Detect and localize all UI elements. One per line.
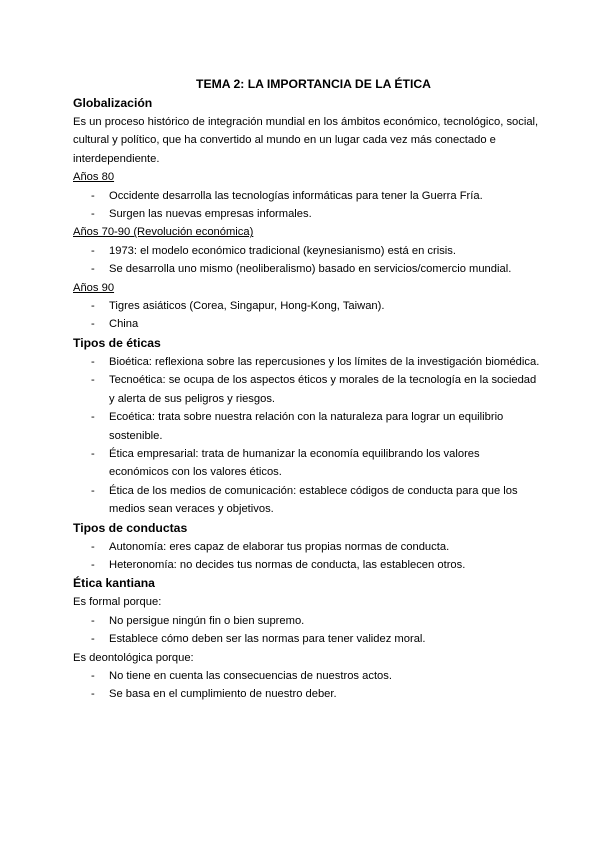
bullet-dash: - <box>91 484 95 497</box>
period-list <box>73 242 540 279</box>
page-title: TEMA 2: LA IMPORTANCIA DE LA ÉTICA <box>196 77 431 91</box>
formal-list <box>73 612 540 649</box>
bullet-dash: - <box>91 263 95 276</box>
list-item: - Bioética: reflexiona sobre las repercusiones y los límites de la investigación biomédica. <box>73 353 540 371</box>
bullet-dash: - <box>91 318 95 331</box>
bullet-dash: - <box>91 688 95 701</box>
bullet-dash: - <box>91 355 95 368</box>
list-item: - Ética empresarial: trata de humanizar la economía equilibrando los valores económicos con los valores éticos. <box>73 445 540 482</box>
globalizacion-intro: Es un proceso histórico de integración mundial en los ámbitos económico, tecnológico, social, cultural y político, que ha convertido al mundo en un lugar cada vez más conectado e interdependiente. <box>73 116 539 165</box>
list-item: - Autonomía: eres capaz de elaborar tus propias normas de conducta. <box>73 538 540 556</box>
list-item: - Occidente desarrolla las tecnologías informáticas para tener la Guerra Fría. <box>73 187 540 205</box>
period-list <box>73 187 540 224</box>
section-heading-tipos-eticas: Tipos de éticas <box>73 335 161 350</box>
bullet-dash: - <box>91 374 95 387</box>
bullet-dash: - <box>91 411 95 424</box>
section-heading-etica-kantiana: Ética kantiana <box>73 576 155 591</box>
bullet-dash: - <box>91 558 95 571</box>
list-item: - No tiene en cuenta las consecuencias de nuestros actos. <box>73 667 540 685</box>
period-label: Años 70-90 (Revolución económica) <box>73 226 254 239</box>
list-item: - Ética de los medios de comunicación: establece códigos de conducta para que los medios sean veraces y objetivos. <box>73 482 540 519</box>
bullet-dash: - <box>91 300 95 313</box>
bullet-dash: - <box>91 540 95 553</box>
bullet-dash: - <box>91 633 95 646</box>
period-list <box>73 297 540 334</box>
period-label: Años 90 <box>73 281 115 294</box>
list-item: - Se desarrolla uno mismo (neoliberalismo) basado en servicios/comercio mundial. <box>73 260 540 278</box>
list-item: - Tigres asiáticos (Corea, Singapur, Hong-Kong, Taiwan). <box>73 297 540 315</box>
section-heading-tipos-conductas: Tipos de conductas <box>73 520 188 535</box>
list-item: - Heteronomía: no decides tus normas de conducta, las establecen otros. <box>73 556 540 574</box>
section-heading-globalizacion: Globalización <box>73 96 153 110</box>
bullet-dash: - <box>91 669 95 682</box>
tipos-conductas-list <box>73 538 540 575</box>
list-item: - 1973: el modelo económico tradicional (keynesianismo) está en crisis. <box>73 242 540 260</box>
bullet-dash: - <box>91 614 95 627</box>
list-item: - Ecoética: trata sobre nuestra relación con la naturaleza para lograr un equilibrio sostenible. <box>73 408 540 445</box>
list-item: - Surgen las nuevas empresas informales. <box>73 205 540 223</box>
tipos-eticas-list <box>73 353 540 519</box>
bullet-dash: - <box>91 189 95 202</box>
list-item: - Tecnoética: se ocupa de los aspectos éticos y morales de la tecnología en la sociedad y alerta de sus peligros y riesgos. <box>73 371 540 408</box>
group-label: Es deontológica porque: <box>73 651 194 664</box>
bullet-dash: - <box>91 208 95 221</box>
group-label: Es formal porque: <box>73 596 162 609</box>
period-label: Años 80 <box>73 171 115 184</box>
list-item: - China <box>73 315 540 333</box>
list-item: - Establece cómo deben ser las normas para tener validez moral. <box>73 630 540 648</box>
deontologica-list <box>73 667 540 704</box>
bullet-dash: - <box>91 244 95 257</box>
list-item: - Se basa en el cumplimiento de nuestro deber. <box>73 685 540 703</box>
list-item: - No persigue ningún fin o bien supremo. <box>73 612 540 630</box>
bullet-dash: - <box>91 447 95 460</box>
